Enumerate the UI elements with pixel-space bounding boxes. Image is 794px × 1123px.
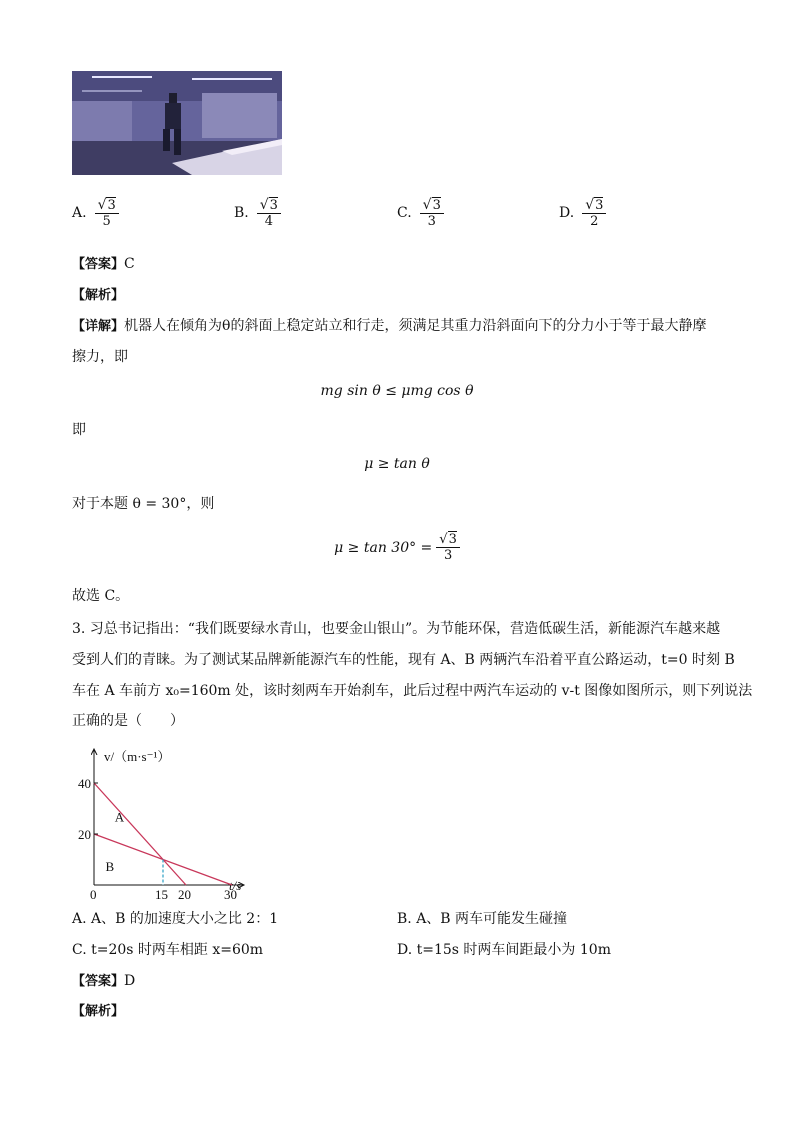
fraction: $\frac{√3}{5}$: [95, 197, 119, 229]
fraction: $\frac{√3}{3}$: [420, 197, 444, 229]
q3-line-4: 正确的是（ ）: [72, 713, 184, 729]
q3-option-b: B. A、B 两车可能发生碰撞: [397, 911, 568, 927]
y-axis-label: v/（m·s⁻¹）: [104, 749, 171, 764]
detail-line-1: 【详解】机器人在倾角为θ的斜面上稳定站立和行走，须满足其重力沿斜面向下的分力小于等于最大静摩: [72, 318, 707, 334]
robot-slope-photo: [72, 71, 282, 175]
choose-c: 故选 C。: [72, 588, 130, 604]
fraction: $\frac{√3}{3}$: [436, 532, 460, 563]
ji-text: 即: [72, 422, 86, 438]
equation-3: μ ≥ tan 30° = $\frac{√3}{3}$: [0, 532, 794, 563]
for-this-problem: 对于本题 θ = 30°，则: [72, 496, 215, 512]
option-c: C. $\frac{√3}{3}$: [397, 197, 444, 229]
q3-option-a: A. A、B 的加速度大小之比 2：1: [72, 911, 279, 927]
series-label-a: A: [114, 809, 125, 825]
q3-option-c: C. t=20s 时两车相距 x=60m: [72, 942, 264, 958]
vt-chart: [72, 743, 272, 902]
fraction: $\frac{√3}{2}$: [582, 197, 606, 229]
option-b: B. $\frac{√3}{4}$: [234, 197, 281, 229]
x-tick-label: 20: [178, 887, 191, 902]
x-axis-label: t/s: [229, 878, 242, 893]
x-tick-label: 0: [90, 887, 97, 902]
option-a: A. $\frac{√3}{5}$: [72, 197, 119, 229]
y-tick-label: 40: [78, 776, 91, 791]
y-tick-label: 20: [78, 827, 91, 842]
detail-line-2: 擦力，即: [72, 349, 128, 365]
equation-2: μ ≥ tan θ: [364, 456, 430, 472]
analysis-label-q3: 【解析】: [72, 1004, 125, 1019]
equation-1: mg sin θ ≤ μmg cos θ: [320, 383, 474, 399]
option-d: D. $\frac{√3}{2}$: [559, 197, 606, 229]
q3-line-1: 3. 习总书记指出：“我们既要绿水青山，也要金山银山”。为节能环保，营造低碳生活，新能源汽车越来越: [72, 621, 721, 637]
q3-line-3: 车在 A 车前方 x₀=160m 处，该时刻两车开始刹车，此后过程中两汽车运动的 v-t 图像如图所示，则下列说法: [72, 683, 753, 699]
series-label-b: B: [105, 858, 115, 874]
q3-line-2: 受到人们的青睐。为了测试某品牌新能源汽车的性能，现有 A、B 两辆汽车沿着平直公路运动，t=0 时刻 B: [72, 652, 735, 668]
q3-option-d: D. t=15s 时两车间距最小为 10m: [397, 942, 611, 958]
x-tick-label: 15: [155, 887, 168, 902]
x-tick-label: 30: [224, 887, 237, 902]
answer-line: 【答案】C: [72, 256, 135, 272]
fraction: $\frac{√3}{4}$: [257, 197, 281, 229]
answer-line-q3: 【答案】D: [72, 973, 136, 989]
analysis-label: 【解析】: [72, 288, 125, 303]
